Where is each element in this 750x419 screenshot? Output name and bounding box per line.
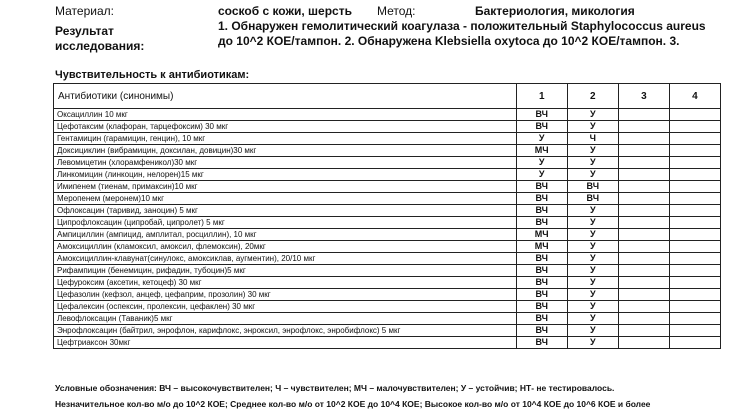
sensitivity-value-col-1: МЧ [516, 241, 567, 253]
sensitivity-value-col-3 [618, 325, 669, 337]
sensitivity-value-col-1: ВЧ [516, 265, 567, 277]
sensitivity-value-col-2: ВЧ [567, 181, 618, 193]
sensitivity-title: Чувствительность к антибиотикам: [55, 69, 250, 81]
sensitivity-value-col-3 [618, 313, 669, 325]
sensitivity-value-col-4 [669, 301, 720, 313]
sensitivity-value-col-3 [618, 157, 669, 169]
antibiotic-name: Рифампицин (бенемицин, рифадин, тубоцин)5 мкг [54, 265, 517, 277]
antibiotic-name: Цефалексин (оспексин, пролексин, цефаклен) 30 мкг [54, 301, 517, 313]
legend-line-1: Условные обозначения: ВЧ – высокочувствителен; Ч – чувствителен; МЧ – малочувствителен; У – устойчив; НТ- не тестировалось. [55, 383, 615, 393]
sensitivity-value-col-2: У [567, 253, 618, 265]
sensitivity-value-col-1: ВЧ [516, 253, 567, 265]
sensitivity-value-col-3 [618, 169, 669, 181]
sensitivity-value-col-3 [618, 241, 669, 253]
antibiotic-table-body [54, 109, 721, 349]
sensitivity-value-col-1: У [516, 169, 567, 181]
sensitivity-value-col-4 [669, 277, 720, 289]
sensitivity-value-col-2: ВЧ [567, 193, 618, 205]
sensitivity-value-col-1: МЧ [516, 229, 567, 241]
sensitivity-value-col-1: ВЧ [516, 109, 567, 121]
legend [55, 380, 745, 412]
sensitivity-value-col-4 [669, 289, 720, 301]
sensitivity-value-col-4 [669, 229, 720, 241]
sensitivity-value-col-2: У [567, 205, 618, 217]
sensitivity-value-col-2: У [567, 157, 618, 169]
antibiotic-name: Доксициклин (вибрамицин, доксилан, довицин)30 мкг [54, 145, 517, 157]
antibiotic-name: Левомицетин (хлорамфеникол)30 мкг [54, 157, 517, 169]
sensitivity-value-col-3 [618, 193, 669, 205]
table-row [54, 121, 721, 133]
sensitivity-value-col-2: У [567, 277, 618, 289]
sensitivity-value-col-1: МЧ [516, 145, 567, 157]
antibiotic-name: Левофлоксацин (Таваник)5 мкг [54, 313, 517, 325]
sensitivity-value-col-4 [669, 145, 720, 157]
sensitivity-value-col-4 [669, 109, 720, 121]
antibiotic-name: Ципрофлоксацин (ципробай, ципролет) 5 мкг [54, 217, 517, 229]
table-row [54, 217, 721, 229]
sensitivity-value-col-3 [618, 133, 669, 145]
result-text: 1. Обнаружен гемолитический коагулаза - положительный Staphylococcus aureus до 10^2 КОЕ/тампон. 2. Обнаружена Klebsiella oxytoca до 10^2 КОЕ/тампон. 3. [218, 19, 706, 48]
sensitivity-value-col-1: ВЧ [516, 325, 567, 337]
sensitivity-value-col-3 [618, 181, 669, 193]
antibiotic-name: Линкомицин (линкоцин, нелорен)15 мкг [54, 169, 517, 181]
sensitivity-value-col-3 [618, 145, 669, 157]
table-row [54, 169, 721, 181]
legend-line-2: Незначительное кол-во м/о до 10^2 КОЕ; Среднее кол-во м/о от 10^2 КОЕ до 10^4 КОЕ; Высокое кол-во м/о от 10^4 КОЕ до 10^6 КОЕ и более [55, 399, 651, 409]
sensitivity-value-col-1: ВЧ [516, 289, 567, 301]
sensitivity-value-col-3 [618, 229, 669, 241]
sensitivity-value-col-4 [669, 169, 720, 181]
sensitivity-value-col-2: У [567, 217, 618, 229]
sensitivity-value-col-1: ВЧ [516, 277, 567, 289]
sensitivity-value-col-4 [669, 337, 720, 349]
table-row [54, 109, 721, 121]
material-label: Материал: [55, 4, 114, 18]
table-row [54, 205, 721, 217]
sensitivity-value-col-4 [669, 157, 720, 169]
antibiotic-name: Цефуроксим (аксетин, кетоцеф) 30 мкг [54, 277, 517, 289]
sensitivity-value-col-1: У [516, 133, 567, 145]
material-value: соскоб с кожи, шерсть [218, 4, 352, 18]
sensitivity-value-col-4 [669, 265, 720, 277]
antibiotic-name: Имипенем (тиенам, примаксин)10 мкг [54, 181, 517, 193]
sensitivity-value-col-2: У [567, 337, 618, 349]
sensitivity-value-col-3 [618, 301, 669, 313]
antibiotic-name: Цефтриаксон 30мкг [54, 337, 517, 349]
table-row [54, 133, 721, 145]
table-row [54, 181, 721, 193]
table-row [54, 145, 721, 157]
sensitivity-value-col-4 [669, 241, 720, 253]
table-row [54, 193, 721, 205]
sensitivity-value-col-1: ВЧ [516, 181, 567, 193]
method-label: Метод: [377, 4, 416, 18]
sensitivity-value-col-2: Ч [567, 133, 618, 145]
result-label: Результат исследования: [55, 24, 145, 53]
sensitivity-value-col-1: ВЧ [516, 313, 567, 325]
sensitivity-value-col-4 [669, 325, 720, 337]
table-header-row [54, 84, 721, 109]
sensitivity-value-col-3 [618, 337, 669, 349]
table-row [54, 337, 721, 349]
sensitivity-value-col-1: ВЧ [516, 301, 567, 313]
method-value: Бактериология, микология [475, 4, 635, 18]
sensitivity-value-col-2: У [567, 241, 618, 253]
sensitivity-value-col-4 [669, 313, 720, 325]
table-row [54, 301, 721, 313]
sensitivity-value-col-4 [669, 181, 720, 193]
sensitivity-value-col-3 [618, 217, 669, 229]
sensitivity-value-col-1: ВЧ [516, 337, 567, 349]
sensitivity-value-col-4 [669, 121, 720, 133]
sensitivity-value-col-3 [618, 289, 669, 301]
column-header-4: 4 [669, 84, 720, 109]
sensitivity-value-col-1: ВЧ [516, 205, 567, 217]
antibiotic-name: Амоксициллин (кламоксил, амоксил, флемоксин), 20мкг [54, 241, 517, 253]
table-row [54, 325, 721, 337]
sensitivity-value-col-1: У [516, 157, 567, 169]
sensitivity-value-col-2: У [567, 289, 618, 301]
antibiotic-name: Амоксициллин-клавунат(синулокс, амоксиклав, аугментин), 20/10 мкг [54, 253, 517, 265]
sensitivity-value-col-3 [618, 109, 669, 121]
sensitivity-value-col-1: ВЧ [516, 193, 567, 205]
antibiotic-name: Ампициллин (ампицид, амплитал, росциллин), 10 мкг [54, 229, 517, 241]
table-row [54, 289, 721, 301]
sensitivity-value-col-3 [618, 265, 669, 277]
sensitivity-value-col-2: У [567, 265, 618, 277]
sensitivity-value-col-2: У [567, 313, 618, 325]
sensitivity-value-col-2: У [567, 169, 618, 181]
sensitivity-value-col-1: ВЧ [516, 217, 567, 229]
sensitivity-value-col-2: У [567, 325, 618, 337]
sensitivity-value-col-4 [669, 193, 720, 205]
table-row [54, 241, 721, 253]
antibiotic-name: Меропенем (меронем)10 мкг [54, 193, 517, 205]
sensitivity-value-col-2: У [567, 229, 618, 241]
sensitivity-value-col-2: У [567, 121, 618, 133]
table-row [54, 265, 721, 277]
antibiotic-name: Цефотаксим (клафоран, тарцефоксим) 30 мкг [54, 121, 517, 133]
sensitivity-value-col-4 [669, 253, 720, 265]
table-row [54, 253, 721, 265]
sensitivity-value-col-3 [618, 253, 669, 265]
sensitivity-value-col-2: У [567, 109, 618, 121]
antibiotic-name: Гентамицин (гарамицин, генцин), 10 мкг [54, 133, 517, 145]
table-row [54, 313, 721, 325]
table-row [54, 277, 721, 289]
table-row [54, 229, 721, 241]
sensitivity-value-col-4 [669, 217, 720, 229]
table-row [54, 157, 721, 169]
antibiotic-name: Энрофлоксацин (байтрил, энрофлон, карифлокс, энроксил, энрофлокс, энробифлокс) 5 мкг [54, 325, 517, 337]
sensitivity-value-col-2: У [567, 301, 618, 313]
header-row [55, 4, 750, 20]
antibiotic-table [53, 83, 721, 349]
sensitivity-value-col-2: У [567, 145, 618, 157]
sensitivity-value-col-3 [618, 277, 669, 289]
column-header-antibiotics: Антибиотики (синонимы) [54, 84, 517, 109]
sensitivity-value-col-4 [669, 205, 720, 217]
sensitivity-value-col-1: ВЧ [516, 121, 567, 133]
column-header-1: 1 [516, 84, 567, 109]
column-header-3: 3 [618, 84, 669, 109]
antibiotic-name: Оксациллин 10 мкг [54, 109, 517, 121]
antibiotic-name: Офлоксацин (таривид, заноцин) 5 мкг [54, 205, 517, 217]
sensitivity-value-col-3 [618, 205, 669, 217]
antibiotic-name: Цефазолин (кефзол, анцеф, цефаприм, прозолин) 30 мкг [54, 289, 517, 301]
sensitivity-value-col-4 [669, 133, 720, 145]
column-header-2: 2 [567, 84, 618, 109]
sensitivity-value-col-3 [618, 121, 669, 133]
